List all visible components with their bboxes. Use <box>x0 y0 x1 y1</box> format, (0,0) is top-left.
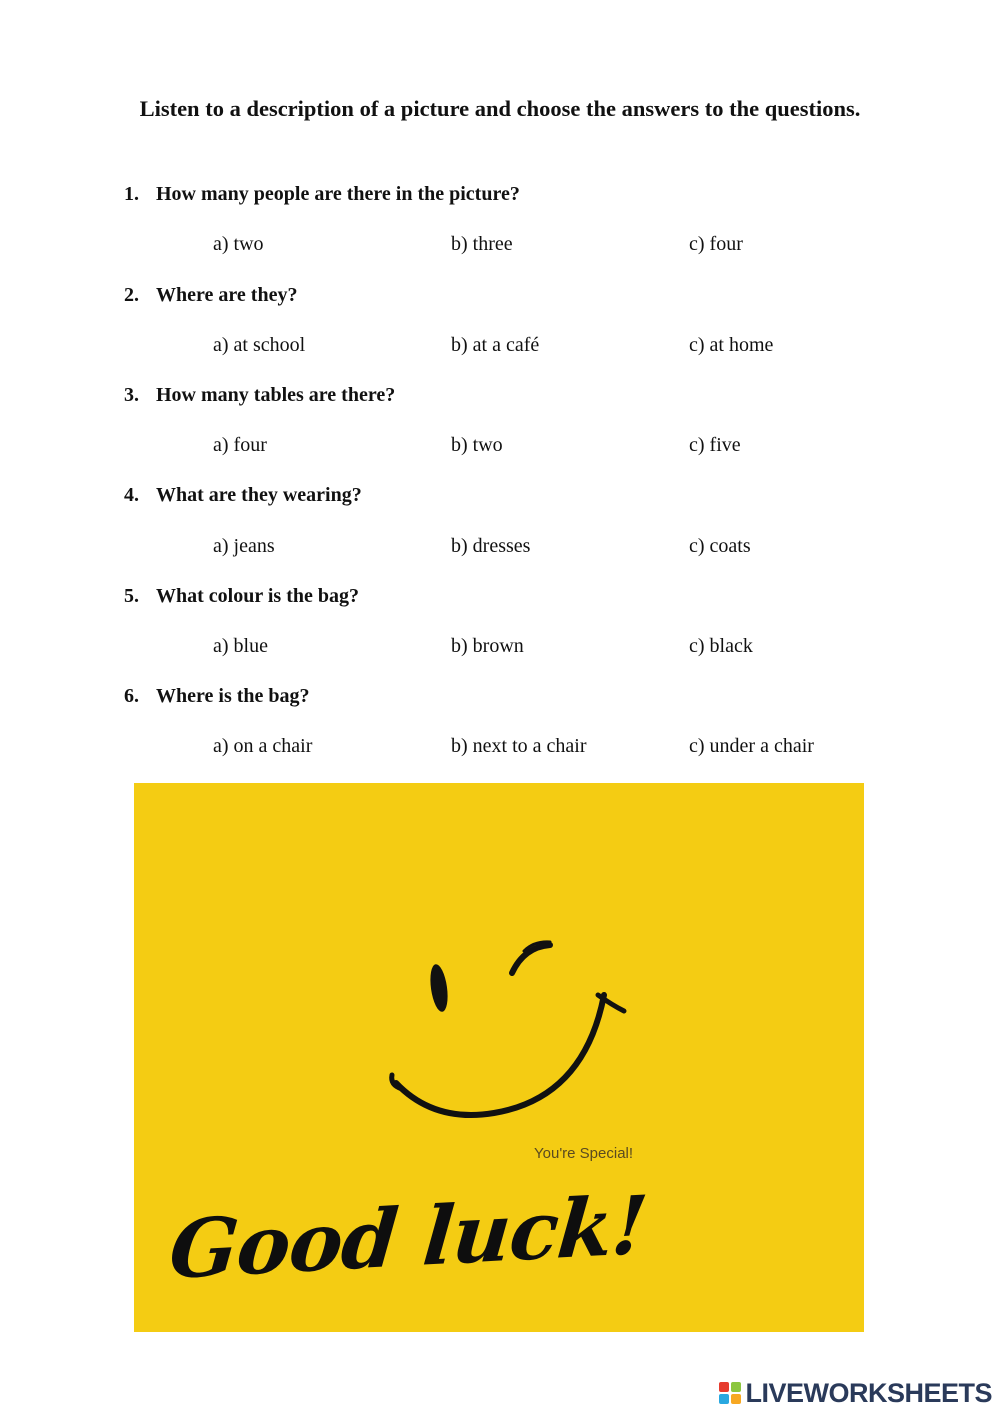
option-5a[interactable]: a) blue <box>213 635 268 657</box>
option-4a[interactable]: a) jeans <box>213 535 275 557</box>
option-5b[interactable]: b) brown <box>451 635 524 657</box>
question-number: 4. <box>124 484 139 506</box>
option-2c[interactable]: c) at home <box>689 334 774 356</box>
option-2a[interactable]: a) at school <box>213 334 306 356</box>
question-4 <box>124 484 362 507</box>
question-number: 1. <box>124 183 139 205</box>
question-5 <box>124 585 359 608</box>
liveworksheets-logo <box>719 1376 992 1410</box>
option-3c[interactable]: c) five <box>689 434 741 456</box>
question-3 <box>124 384 395 407</box>
question-text: Where are they? <box>156 284 298 306</box>
option-3b[interactable]: b) two <box>451 434 503 456</box>
option-6b[interactable]: b) next to a chair <box>451 735 587 757</box>
good-luck-text: Good luck! <box>166 1177 651 1297</box>
good-luck-card <box>134 783 864 1332</box>
option-2b[interactable]: b) at a café <box>451 334 540 356</box>
card-caption: You're Special! <box>534 1145 634 1162</box>
question-text: Where is the bag? <box>156 685 310 707</box>
question-text: How many people are there in the picture? <box>156 183 520 205</box>
logo-squares-icon <box>719 1382 741 1404</box>
option-6a[interactable]: a) on a chair <box>213 735 313 757</box>
question-text: How many tables are there? <box>156 384 396 406</box>
question-6 <box>124 685 310 708</box>
option-4b[interactable]: b) dresses <box>451 535 531 557</box>
question-number: 3. <box>124 384 139 406</box>
option-6c[interactable]: c) under a chair <box>689 735 814 757</box>
option-4c[interactable]: c) coats <box>689 535 751 557</box>
option-3a[interactable]: a) four <box>213 434 267 456</box>
option-1a[interactable]: a) two <box>213 233 264 255</box>
option-1c[interactable]: c) four <box>689 233 743 255</box>
option-1b[interactable]: b) three <box>451 233 513 255</box>
question-number: 6. <box>124 685 139 707</box>
question-text: What are they wearing? <box>156 484 362 506</box>
instruction-heading: Listen to a description of a picture and choose the answers to the questions. <box>139 96 861 121</box>
question-number: 5. <box>124 585 139 607</box>
question-1 <box>124 183 520 206</box>
question-number: 2. <box>124 284 139 306</box>
logo-text: LIVEWORKSHEETS <box>745 1377 992 1408</box>
option-5c[interactable]: c) black <box>689 635 753 657</box>
question-2 <box>124 284 297 307</box>
question-text: What colour is the bag? <box>156 585 359 607</box>
